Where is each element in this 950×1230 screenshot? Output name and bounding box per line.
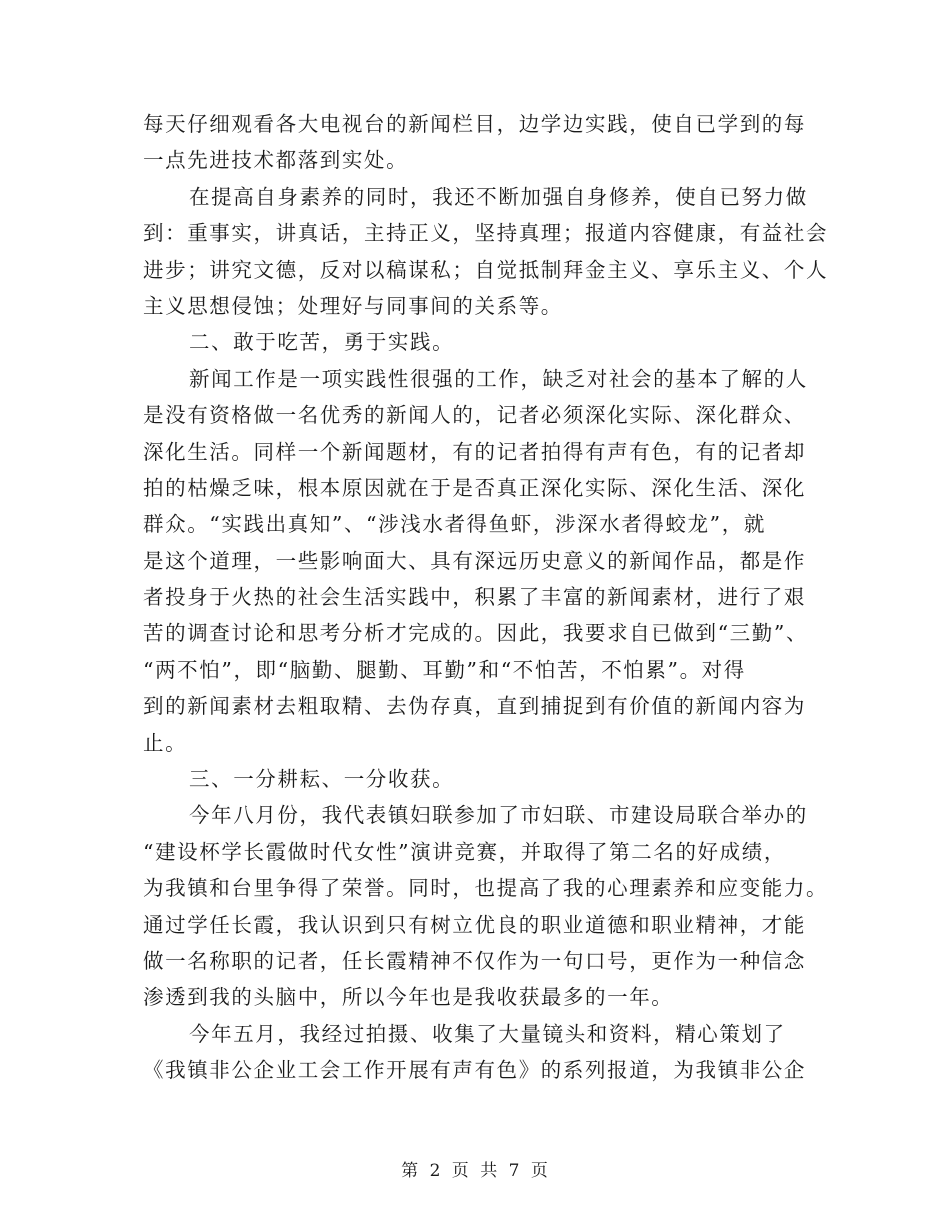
text-line: 在提高自身素养的同时，我还不断加强自身修养，使自已努力做 bbox=[189, 184, 808, 209]
text-line: “两不怕”，即“脑勤、腿勤、耳勤”和“不怕苦，不怕累”。对得 bbox=[143, 657, 746, 682]
text-line: 新闻工作是一项实践性很强的工作，缺乏对社会的基本了解的人 bbox=[189, 366, 808, 391]
text-line: 止。 bbox=[143, 730, 188, 755]
text-line: 进步；讲究文德，反对以稿谋私；自觉抵制拜金主义、享乐主义、个人 bbox=[143, 257, 829, 282]
text-line: 今年五月，我经过拍摄、收集了大量镜头和资料，精心策划了 bbox=[189, 1021, 786, 1046]
text-line: 是这个道理，一些影响面大、具有深远历史意义的新闻作品，都是作 bbox=[143, 548, 806, 573]
text-line: 拍的枯燥乏味，根本原因就在于是否真正深化实际、深化生活、深化 bbox=[143, 475, 806, 500]
text-line: 一点先进技术都落到实处。 bbox=[143, 148, 409, 173]
text-line: 《我镇非公企业工会工作开展有声有色》的系列报道，为我镇非公企 bbox=[143, 1058, 806, 1083]
section-heading: 三、一分耕耘、一分收获。 bbox=[189, 767, 455, 792]
text-line: 每天仔细观看各大电视台的新闻栏目，边学边实践，使自已学到的每 bbox=[143, 112, 806, 136]
text-line: 为我镇和台里争得了荣誉。同时，也提高了我的心理素养和应变能力。 bbox=[143, 876, 829, 901]
text-line: 做一名称职的记者，任长霞精神不仅作为一句口号，更作为一种信念 bbox=[143, 948, 806, 973]
text-line: 群众。“实践出真知”、“涉浅水者得鱼虾，涉深水者得蛟龙”，就 bbox=[143, 512, 766, 537]
text-line: 深化生活。同样一个新闻题材，有的记者拍得有声有色，有的记者却 bbox=[143, 439, 806, 464]
text-line: 到：重事实，讲真话，主持正义，坚持真理；报道内容健康，有益社会 bbox=[143, 221, 829, 246]
text-line: 渗透到我的头脑中，所以今年也是我收获最多的一年。 bbox=[143, 985, 674, 1010]
text-line: 是没有资格做一名优秀的新闻人的，记者必须深化实际、深化群众、 bbox=[143, 403, 806, 428]
text-line: 到的新闻素材去粗取精、去伪存真，直到捕捉到有价值的新闻内容为 bbox=[143, 694, 806, 719]
text-line: “建设杯学长霞做时代女性”演讲竞赛，并取得了第二名的好成绩， bbox=[143, 839, 786, 864]
text-line: 主义思想侵蚀；处理好与同事间的关系等。 bbox=[143, 293, 563, 318]
document-body bbox=[143, 106, 829, 1089]
text-line: 今年八月份，我代表镇妇联参加了市妇联、市建设局联合举办的 bbox=[189, 803, 808, 828]
page-number-footer: 第 2 页 共 7 页 bbox=[401, 1161, 549, 1181]
text-line: 通过学任长霞，我认识到只有树立优良的职业道德和职业精神，才能 bbox=[143, 912, 806, 937]
section-heading: 二、敢于吃苦，勇于实践。 bbox=[189, 330, 455, 355]
text-line: 苦的调查讨论和思考分析才完成的。因此，我要求自已做到“三勤”、 bbox=[143, 621, 809, 646]
text-line: 者投身于火热的社会生活实践中，积累了丰富的新闻素材，进行了艰 bbox=[143, 585, 806, 610]
